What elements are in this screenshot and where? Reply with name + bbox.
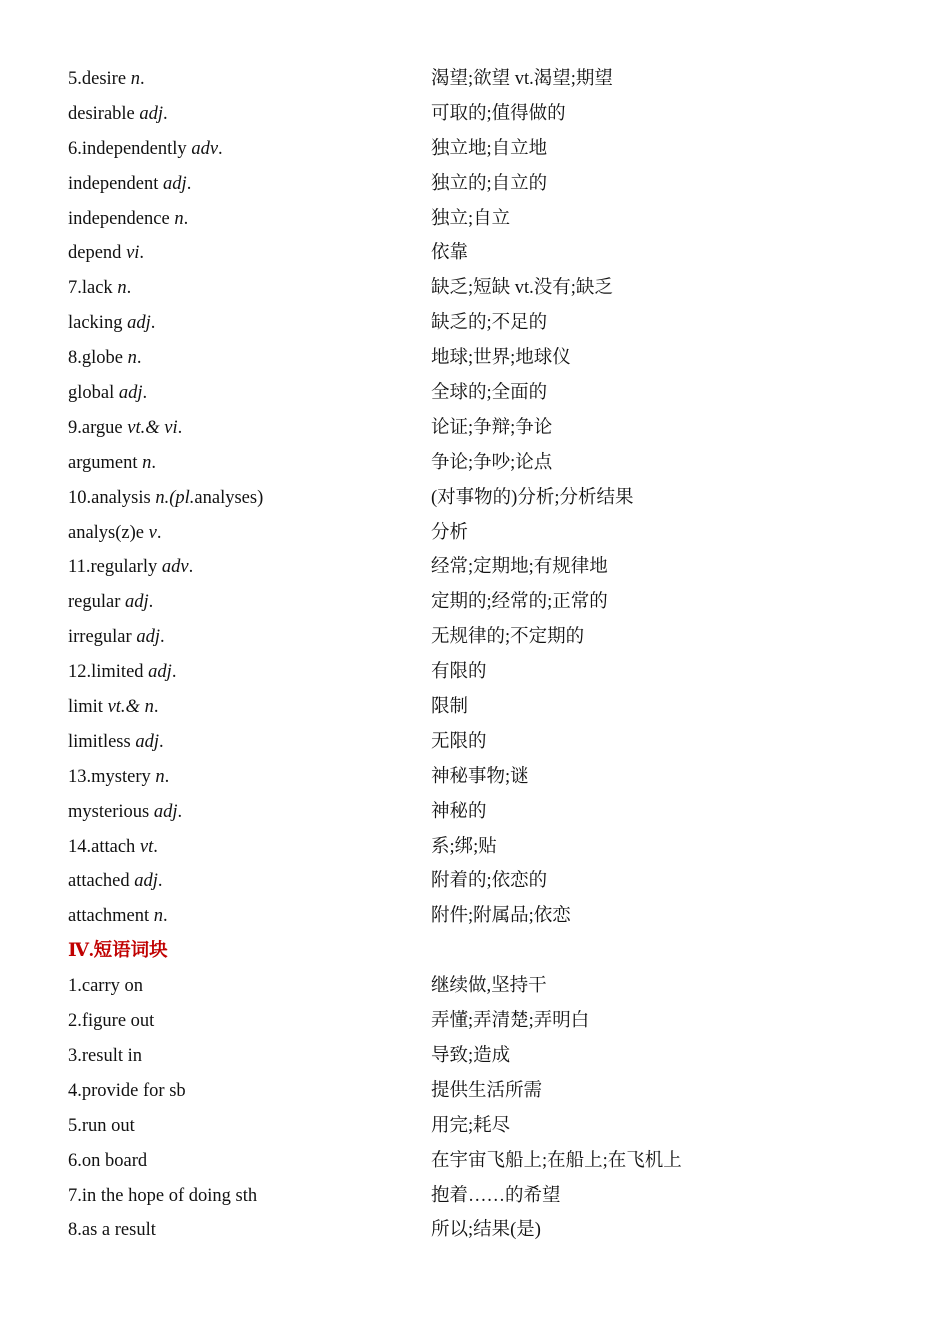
vocab-headword: lacking [68, 313, 128, 334]
vocab-row [0, 341, 950, 376]
vocab-suffix: . [156, 522, 162, 543]
vocab-word [68, 97, 168, 132]
vocab-headword: independent [68, 173, 164, 194]
vocab-headword: mystery [91, 766, 156, 787]
vocab-headword: irregular [68, 627, 137, 648]
vocab-row [0, 899, 950, 934]
vocab-meaning: 系;绑;贴 [431, 836, 497, 857]
vocab-number: 6. [68, 138, 82, 159]
part-of-speech: adj [148, 662, 172, 683]
part-of-speech: n [127, 348, 137, 369]
vocab-row [0, 585, 950, 620]
phrase-english: 7.in the hope of doing sth [68, 1185, 258, 1206]
phrase-english: 2.figure out [68, 1011, 155, 1032]
vocab-meaning: 定期的;经常的;正常的 [431, 592, 608, 613]
vocab-word [68, 132, 223, 167]
vocab-word [68, 550, 193, 585]
vocab-row [0, 620, 950, 655]
phrase-list [0, 969, 950, 1248]
vocab-number: 11. [68, 557, 91, 578]
vocab-row [0, 62, 950, 97]
vocab-meaning: 论证;争辩;争论 [431, 417, 553, 438]
vocab-number: 12. [68, 662, 92, 683]
vocab-word [68, 376, 147, 411]
phrase-row [0, 1004, 950, 1039]
vocab-number: 7. [68, 278, 82, 299]
vocab-meaning: 独立地;自立地 [431, 138, 548, 159]
vocab-number: 9. [68, 417, 82, 438]
vocab-suffix: . [177, 801, 183, 822]
vocab-number: 5. [68, 69, 82, 89]
vocab-meaning: 争论;争吵;论点 [431, 452, 553, 473]
part-of-speech: adj [134, 871, 158, 892]
vocab-word [68, 236, 144, 271]
vocabulary-list [0, 62, 950, 934]
part-of-speech: adj [139, 103, 164, 124]
vocab-suffix: . [188, 557, 194, 578]
part-of-speech: adj [153, 801, 178, 822]
vocab-word [68, 795, 182, 830]
vocab-word [68, 899, 168, 934]
vocab-meaning: 附着的;依恋的 [431, 871, 548, 892]
vocab-meaning: 缺乏的;不足的 [431, 313, 548, 334]
vocab-headword: argue [81, 417, 128, 438]
phrase-meaning: 导致;造成 [431, 1045, 511, 1066]
vocab-meaning: 无限的 [431, 731, 487, 752]
vocab-suffix: . [150, 313, 156, 334]
vocab-headword: analys(z)e [68, 522, 149, 543]
vocab-meaning: 分析 [431, 522, 469, 543]
vocab-row [0, 236, 950, 271]
vocab-meaning: 独立的;自立的 [431, 173, 548, 194]
phrase-meaning: 弄懂;弄清楚;弄明白 [431, 1011, 590, 1032]
part-of-speech: n.(pl. [155, 487, 195, 508]
vocab-suffix: . [186, 173, 192, 194]
vocab-suffix: . [126, 278, 132, 299]
vocab-headword: limitless [68, 731, 136, 752]
phrase-english: 6.on board [68, 1150, 148, 1171]
phrase-row [0, 1144, 950, 1179]
part-of-speech: vt.& n [107, 697, 154, 718]
part-of-speech: n [117, 278, 127, 299]
vocab-suffix: . [142, 383, 148, 404]
section-heading [0, 934, 950, 969]
vocab-row [0, 306, 950, 341]
vocab-meaning: 附件;附属品;依恋 [431, 906, 571, 927]
part-of-speech: n [130, 69, 140, 89]
vocab-meaning: 经常;定期地;有规律地 [431, 557, 608, 578]
vocab-suffix: . [158, 731, 164, 752]
vocab-meaning: (对事物的)分析;分析结果 [431, 487, 634, 508]
vocab-word [68, 306, 155, 341]
vocab-row [0, 830, 950, 865]
vocab-row [0, 271, 950, 306]
phrase-meaning: 用完;耗尽 [431, 1115, 511, 1136]
vocab-headword: depend [68, 243, 127, 264]
vocab-headword: regular [68, 592, 126, 613]
phrase-row [0, 1109, 950, 1144]
phrase-meaning: 抱着……的希望 [431, 1185, 561, 1206]
vocab-number: 8. [68, 348, 82, 369]
vocab-headword: argument [68, 452, 143, 473]
vocab-headword: independence [68, 208, 175, 229]
part-of-speech: vt.& vi [127, 417, 178, 438]
vocab-suffix: . [164, 766, 170, 787]
vocab-suffix: . [177, 417, 183, 438]
vocab-row [0, 725, 950, 760]
part-of-speech: n [153, 906, 164, 927]
phrase-row [0, 969, 950, 1004]
phrase-meaning: 提供生活所需 [431, 1080, 543, 1101]
part-of-speech: adj [118, 383, 143, 404]
part-of-speech: v [148, 522, 157, 543]
phrase-english: 1.carry on [68, 976, 143, 997]
part-of-speech: n [142, 452, 152, 473]
vocab-row [0, 550, 950, 585]
vocab-headword: mysterious [68, 801, 154, 822]
vocab-row [0, 167, 950, 202]
vocab-suffix: . [148, 592, 154, 613]
vocab-suffix: . [157, 871, 163, 892]
phrase-row [0, 1074, 950, 1109]
vocab-meaning: 可取的;值得做的 [431, 103, 566, 124]
vocab-suffix: . [139, 69, 145, 89]
phrase-english: 3.result in [68, 1045, 142, 1066]
phrase-row [0, 1039, 950, 1074]
vocab-meaning: 有限的 [431, 662, 487, 683]
vocab-number: 14. [68, 836, 92, 857]
phrase-row [0, 1179, 950, 1214]
vocab-row [0, 202, 950, 237]
vocab-headword: attachment [68, 906, 154, 927]
part-of-speech: adj [125, 592, 149, 613]
part-of-speech: adj [127, 313, 151, 334]
section-heading-text: Ⅳ.短语词块 [68, 941, 168, 962]
part-of-speech: adj [163, 173, 187, 194]
part-of-speech: adj [135, 731, 159, 752]
part-of-speech: adv [191, 138, 219, 159]
vocab-word [68, 585, 153, 620]
vocab-row [0, 795, 950, 830]
vocab-word [68, 516, 161, 551]
vocab-word [68, 202, 188, 237]
vocab-suffix: . [171, 662, 177, 683]
vocab-word [68, 864, 163, 899]
vocab-number: 10. [68, 487, 92, 508]
part-of-speech: n [155, 766, 165, 787]
vocabulary-page [0, 62, 950, 1248]
vocab-suffix: . [151, 452, 157, 473]
phrase-row [0, 1213, 950, 1248]
vocab-meaning: 依靠 [431, 243, 469, 264]
vocab-row [0, 446, 950, 481]
part-of-speech: adj [136, 627, 160, 648]
vocab-row [0, 132, 950, 167]
vocab-meaning: 地球;世界;地球仪 [431, 348, 571, 369]
vocab-meaning: 限制 [431, 697, 469, 718]
vocab-suffix: . [139, 243, 145, 264]
vocab-meaning: 神秘的 [431, 801, 487, 822]
vocab-row [0, 97, 950, 132]
vocab-word [68, 167, 191, 202]
vocab-row [0, 481, 950, 516]
vocab-word [68, 341, 141, 376]
vocab-headword: desirable [68, 103, 140, 124]
vocab-meaning: 全球的;全面的 [431, 383, 548, 404]
vocab-headword: global [68, 383, 119, 404]
vocab-meaning: 无规律的;不定期的 [431, 627, 585, 648]
vocab-word [68, 725, 164, 760]
vocab-suffix: . [153, 697, 159, 718]
vocab-headword: analysis [91, 487, 156, 508]
vocab-row [0, 760, 950, 795]
vocab-row [0, 690, 950, 725]
vocab-word [68, 446, 156, 481]
vocab-row [0, 376, 950, 411]
vocab-suffix: . [159, 627, 165, 648]
vocab-headword: regularly [90, 557, 162, 578]
vocab-row [0, 655, 950, 690]
part-of-speech: vt [139, 836, 154, 857]
vocab-suffix: . [163, 906, 168, 927]
phrase-english: 4.provide for sb [68, 1080, 186, 1101]
phrase-meaning: 所以;结果(是) [431, 1220, 541, 1241]
part-of-speech: n [174, 208, 184, 229]
vocab-suffix: . [163, 103, 168, 124]
vocab-headword: attach [91, 836, 140, 857]
vocab-word [68, 481, 263, 516]
vocab-row [0, 516, 950, 551]
vocab-suffix: analyses) [194, 487, 264, 508]
vocab-word [68, 830, 158, 865]
vocab-row [0, 411, 950, 446]
vocab-number: 13. [68, 766, 92, 787]
vocab-headword: independently [81, 138, 192, 159]
vocab-word [68, 760, 169, 795]
vocab-word [68, 411, 182, 446]
phrase-english: 8.as a result [68, 1220, 156, 1241]
part-of-speech: vi [126, 243, 140, 264]
vocab-suffix: . [136, 348, 142, 369]
phrase-meaning: 在宇宙飞船上;在船上;在飞机上 [431, 1150, 682, 1171]
vocab-headword: lack [81, 278, 118, 299]
vocab-suffix: . [183, 208, 189, 229]
vocab-word [68, 690, 158, 725]
vocab-suffix: . [153, 836, 158, 857]
part-of-speech: adv [161, 557, 189, 578]
vocab-meaning: 独立;自立 [431, 208, 511, 229]
vocab-headword: desire [81, 69, 131, 89]
vocab-word [68, 620, 165, 655]
phrase-meaning: 继续做,坚持干 [431, 976, 547, 997]
vocab-meaning: 神秘事物;谜 [431, 766, 529, 787]
vocab-word [68, 655, 176, 690]
vocab-headword: limit [68, 697, 108, 718]
vocab-word [68, 271, 131, 306]
vocab-word [68, 62, 145, 97]
vocab-meaning: 渴望;欲望 vt.渴望;期望 [431, 69, 613, 89]
vocab-row [0, 864, 950, 899]
vocab-headword: globe [81, 348, 128, 369]
vocab-suffix: . [218, 138, 223, 159]
vocab-meaning: 缺乏;短缺 vt.没有;缺乏 [431, 278, 613, 299]
vocab-headword: limited [91, 662, 149, 683]
phrase-english: 5.run out [68, 1115, 135, 1136]
vocab-headword: attached [68, 871, 135, 892]
